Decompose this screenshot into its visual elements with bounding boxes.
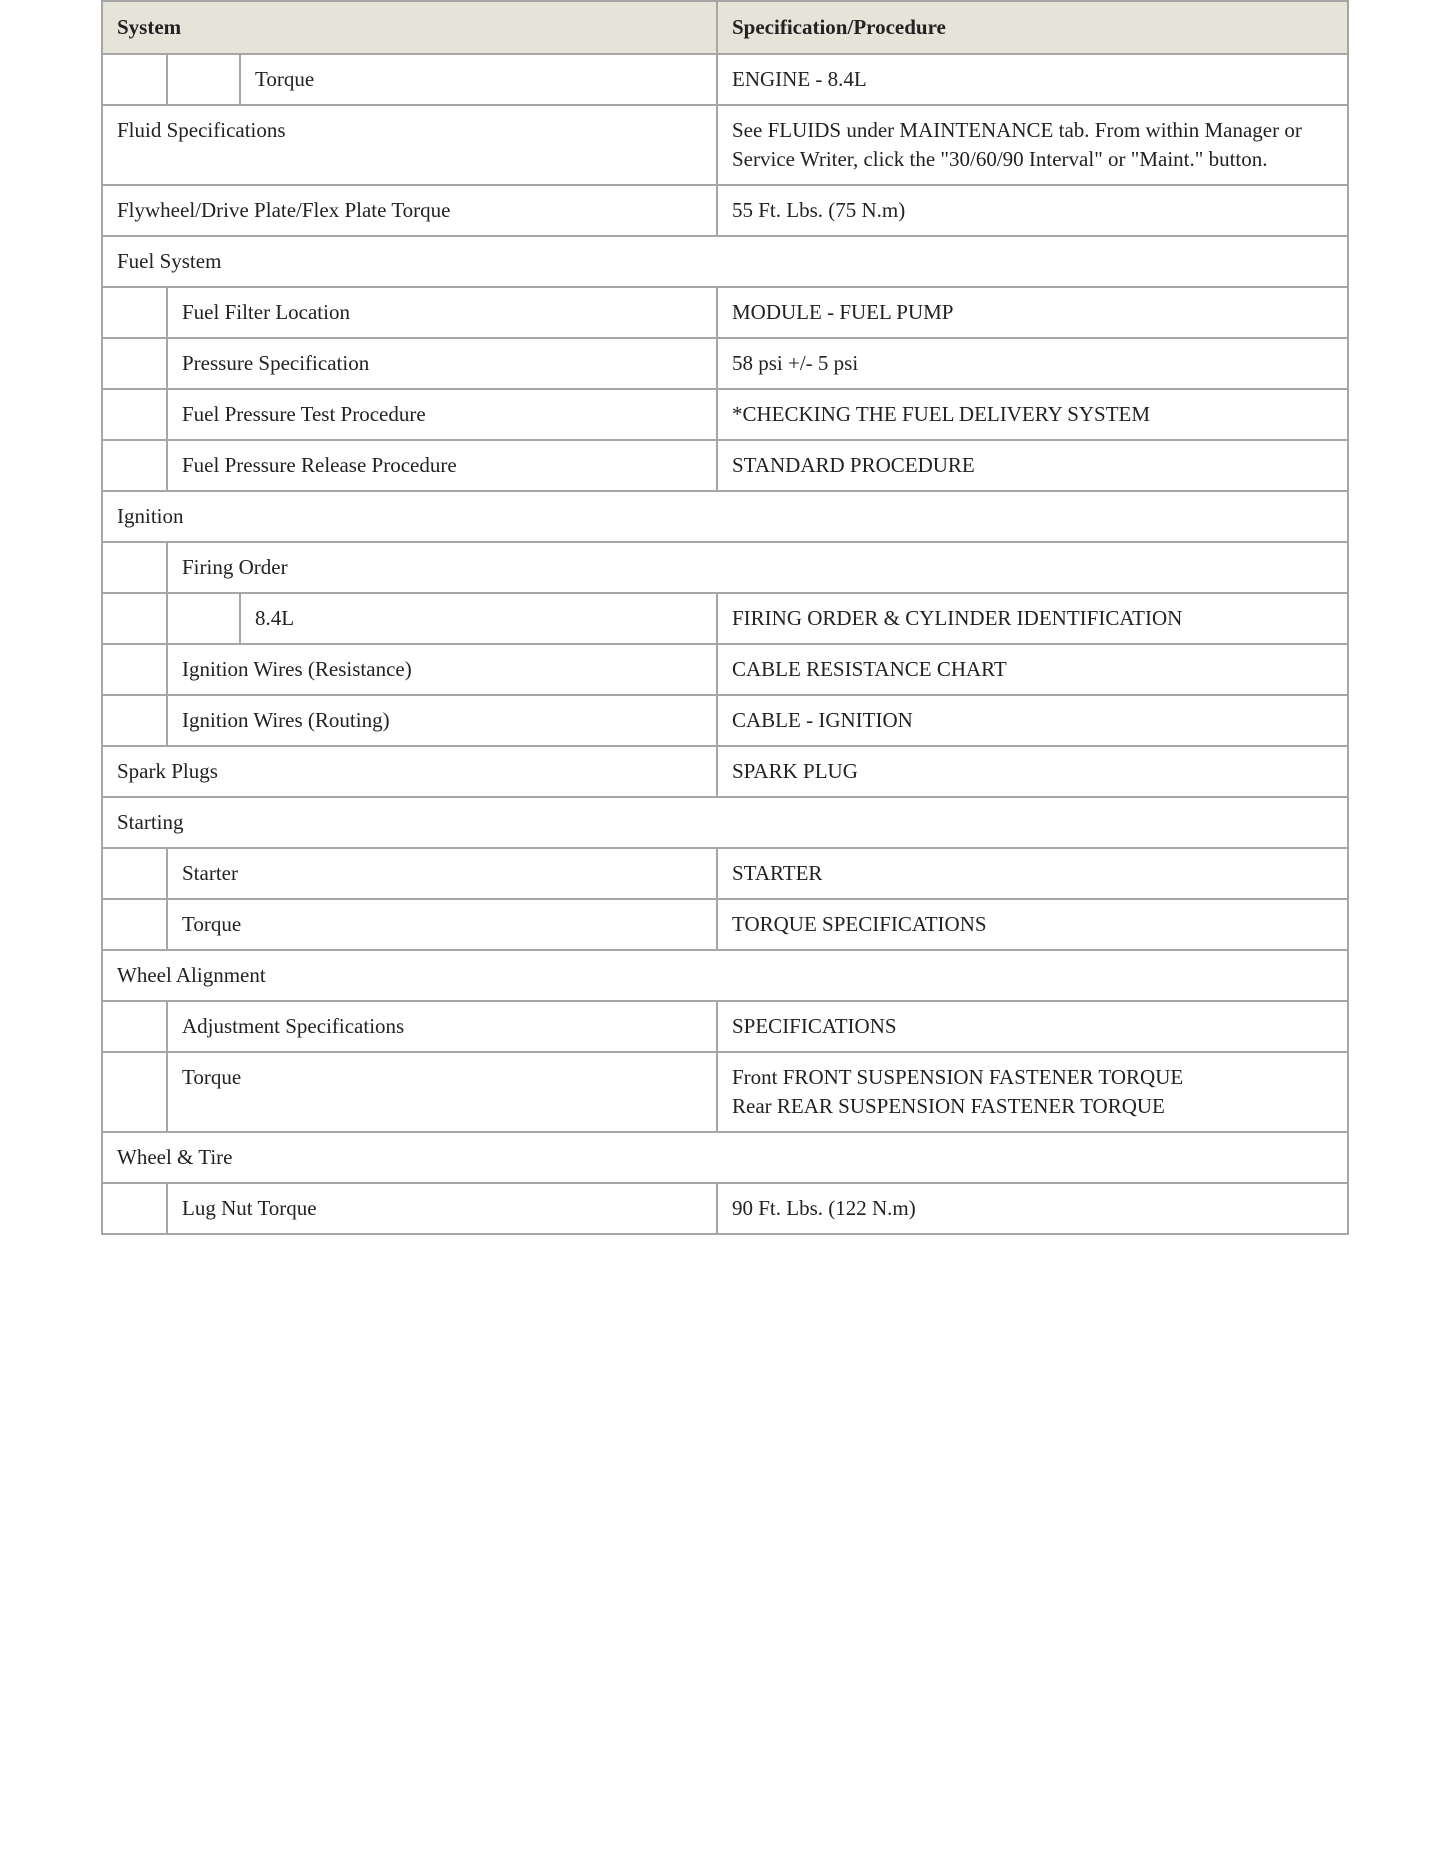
table-row xyxy=(102,899,1348,950)
indent-cell xyxy=(102,593,167,644)
front-torque-value: Front FRONT SUSPENSION FASTENER TORQUE xyxy=(732,1065,1184,1089)
rear-torque-value: Rear REAR SUSPENSION FASTENER TORQUE xyxy=(732,1094,1165,1118)
table-row xyxy=(102,185,1348,236)
row-label: Ignition Wires (Routing) xyxy=(167,695,717,746)
row-label: Torque xyxy=(167,899,717,950)
row-label: Starter xyxy=(167,848,717,899)
row-value: ENGINE - 8.4L xyxy=(717,54,1348,105)
table-row xyxy=(102,1183,1348,1234)
specification-table xyxy=(101,0,1349,1235)
indent-cell xyxy=(102,695,167,746)
row-value: CABLE RESISTANCE CHART xyxy=(717,644,1348,695)
table-row xyxy=(102,54,1348,105)
table-row xyxy=(102,746,1348,797)
table-row xyxy=(102,1052,1348,1132)
indent-cell xyxy=(102,542,167,593)
indent-cell xyxy=(102,54,167,105)
section-row xyxy=(102,797,1348,848)
table-row xyxy=(102,695,1348,746)
row-label: Ignition Wires (Resistance) xyxy=(167,644,717,695)
section-label: Fuel System xyxy=(102,236,1348,287)
row-value: 55 Ft. Lbs. (75 N.m) xyxy=(717,185,1348,236)
section-label: Wheel & Tire xyxy=(102,1132,1348,1183)
row-label: Fuel Filter Location xyxy=(167,287,717,338)
indent-cell xyxy=(102,440,167,491)
row-label: Adjustment Specifications xyxy=(167,1001,717,1052)
row-label: Fuel Pressure Test Procedure xyxy=(167,389,717,440)
row-label: Torque xyxy=(240,54,717,105)
system-column-header: System xyxy=(102,1,717,54)
indent-cell xyxy=(102,644,167,695)
subsection-label: Firing Order xyxy=(167,542,1348,593)
row-value: 58 psi +/- 5 psi xyxy=(717,338,1348,389)
section-label: Ignition xyxy=(102,491,1348,542)
row-value: See FLUIDS under MAINTENANCE tab. From within Manager or Service Writer, click the "30/60/90 Interval" or "Maint." button. xyxy=(717,105,1348,185)
section-row xyxy=(102,236,1348,287)
indent-cell xyxy=(102,1001,167,1052)
row-label: Fuel Pressure Release Procedure xyxy=(167,440,717,491)
table-row xyxy=(102,848,1348,899)
table-row xyxy=(102,105,1348,185)
indent-cell xyxy=(167,593,240,644)
table-row xyxy=(102,644,1348,695)
section-row xyxy=(102,950,1348,1001)
table-header-row xyxy=(102,1,1348,54)
row-value: MODULE - FUEL PUMP xyxy=(717,287,1348,338)
indent-cell xyxy=(102,899,167,950)
section-label: Wheel Alignment xyxy=(102,950,1348,1001)
row-value: 90 Ft. Lbs. (122 N.m) xyxy=(717,1183,1348,1234)
row-value: STARTER xyxy=(717,848,1348,899)
row-label: Pressure Specification xyxy=(167,338,717,389)
row-value: TORQUE SPECIFICATIONS xyxy=(717,899,1348,950)
row-label: Spark Plugs xyxy=(102,746,717,797)
row-value: CABLE - IGNITION xyxy=(717,695,1348,746)
row-value: SPARK PLUG xyxy=(717,746,1348,797)
row-label: Flywheel/Drive Plate/Flex Plate Torque xyxy=(102,185,717,236)
indent-cell xyxy=(102,848,167,899)
indent-cell xyxy=(167,54,240,105)
section-row xyxy=(102,1132,1348,1183)
row-label: Torque xyxy=(167,1052,717,1132)
table-row xyxy=(102,1001,1348,1052)
subsection-row xyxy=(102,542,1348,593)
row-value xyxy=(717,1052,1348,1132)
table-row xyxy=(102,389,1348,440)
section-label: Starting xyxy=(102,797,1348,848)
table-row xyxy=(102,338,1348,389)
indent-cell xyxy=(102,1183,167,1234)
indent-cell xyxy=(102,389,167,440)
section-row xyxy=(102,491,1348,542)
row-label: Fluid Specifications xyxy=(102,105,717,185)
row-value: STANDARD PROCEDURE xyxy=(717,440,1348,491)
row-value: SPECIFICATIONS xyxy=(717,1001,1348,1052)
indent-cell xyxy=(102,1052,167,1132)
indent-cell xyxy=(102,287,167,338)
table-row xyxy=(102,440,1348,491)
row-label: Lug Nut Torque xyxy=(167,1183,717,1234)
spec-column-header: Specification/Procedure xyxy=(717,1,1348,54)
row-label: 8.4L xyxy=(240,593,717,644)
row-value: FIRING ORDER & CYLINDER IDENTIFICATION xyxy=(717,593,1348,644)
table-row xyxy=(102,287,1348,338)
row-value: *CHECKING THE FUEL DELIVERY SYSTEM xyxy=(717,389,1348,440)
indent-cell xyxy=(102,338,167,389)
table-row xyxy=(102,593,1348,644)
